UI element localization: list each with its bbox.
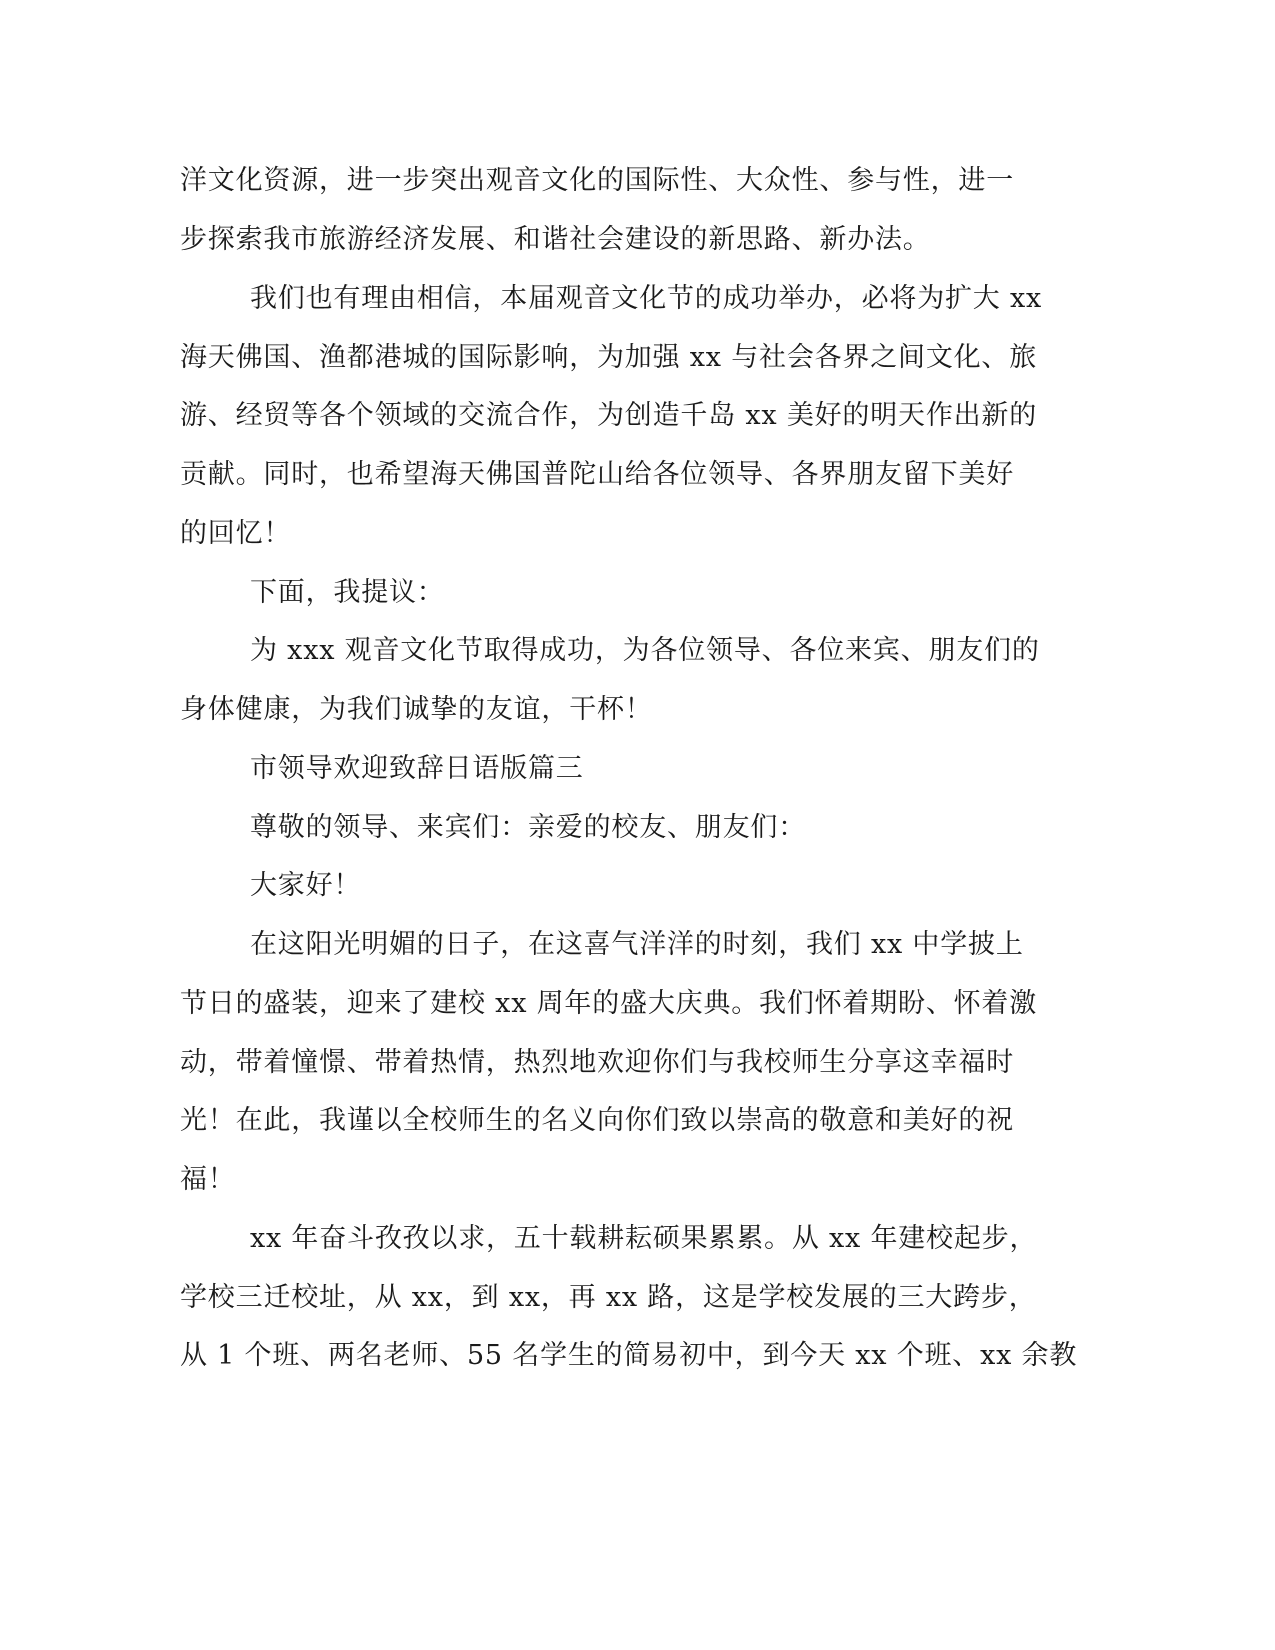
- line-text: 节日的盛装，迎来了建校 xx 周年的盛大庆典。我们怀着期盼、怀着激: [180, 988, 1038, 1019]
- line-text: 游、经贸等各个领域的交流合作，为创造千岛 xx 美好的明天作出新的: [180, 400, 1038, 431]
- line-text: 学校三迁校址，从 xx，到 xx，再 xx 路，这是学校发展的三大跨步，: [180, 1282, 1037, 1313]
- line-text: 海天佛国、渔都港城的国际影响，为加强 xx 与社会各界之间文化、旅: [180, 342, 1038, 373]
- line-text: 为 xxx 观音文化节取得成功，为各位领导、各位来宾、朋友们的: [250, 635, 1040, 666]
- text-line: [0, 1336, 1275, 1376]
- line-text: 福！: [180, 1164, 236, 1195]
- text-line: [0, 514, 1275, 554]
- paragraph-start-line: [0, 279, 1275, 319]
- text-line: [0, 396, 1275, 436]
- text-line: [0, 1278, 1275, 1318]
- text-line: [0, 690, 1275, 730]
- text-line: [0, 984, 1275, 1024]
- text-line: [0, 1160, 1275, 1200]
- line-text: 大家好！: [250, 870, 362, 901]
- line-text: 光！在此，我谨以全校师生的名义向你们致以崇高的敬意和美好的祝: [180, 1105, 1014, 1136]
- section-heading: [0, 749, 1275, 789]
- paragraph-start-line: [0, 1219, 1275, 1259]
- text-line: [0, 338, 1275, 378]
- line-text: 动，带着憧憬、带着热情，热烈地欢迎你们与我校师生分享这幸福时: [180, 1047, 1014, 1078]
- line-text: 尊敬的领导、来宾们：亲爱的校友、朋友们：: [250, 812, 806, 843]
- line-text: 的回忆！: [180, 518, 292, 549]
- line-text: 我们也有理由相信，本届观音文化节的成功举办，必将为扩大 xx: [250, 283, 1043, 314]
- line-text: 步探索我市旅游经济发展、和谐社会建设的新思路、新办法。: [180, 224, 931, 255]
- text-line: [0, 1101, 1275, 1141]
- text-line: [0, 1043, 1275, 1083]
- text-line: [0, 161, 1275, 201]
- line-text: xx 年奋斗孜孜以求，五十载耕耘硕果累累。从 xx 年建校起步，: [250, 1223, 1038, 1254]
- greeting-line: [0, 866, 1275, 906]
- line-text: 洋文化资源，进一步突出观音文化的国际性、大众性、参与性，进一: [180, 165, 1014, 196]
- line-text: 身体健康，为我们诚挚的友谊，干杯！: [180, 694, 653, 725]
- salutation-line: [0, 808, 1275, 848]
- paragraph-start-line: [0, 631, 1275, 671]
- text-line: [0, 220, 1275, 260]
- line-text: 从 1 个班、两名老师、55 名学生的简易初中，到今天 xx 个班、xx 余教: [180, 1340, 1078, 1371]
- line-text: 在这阳光明媚的日子，在这喜气洋洋的时刻，我们 xx 中学披上: [250, 929, 1024, 960]
- line-text: 下面，我提议：: [250, 577, 445, 608]
- paragraph-start-line: [0, 573, 1275, 613]
- paragraph-start-line: [0, 925, 1275, 965]
- text-line: [0, 455, 1275, 495]
- line-text: 贡献。同时，也希望海天佛国普陀山给各位领导、各界朋友留下美好: [180, 459, 1014, 490]
- heading-text: 市领导欢迎致辞日语版篇三: [250, 753, 584, 784]
